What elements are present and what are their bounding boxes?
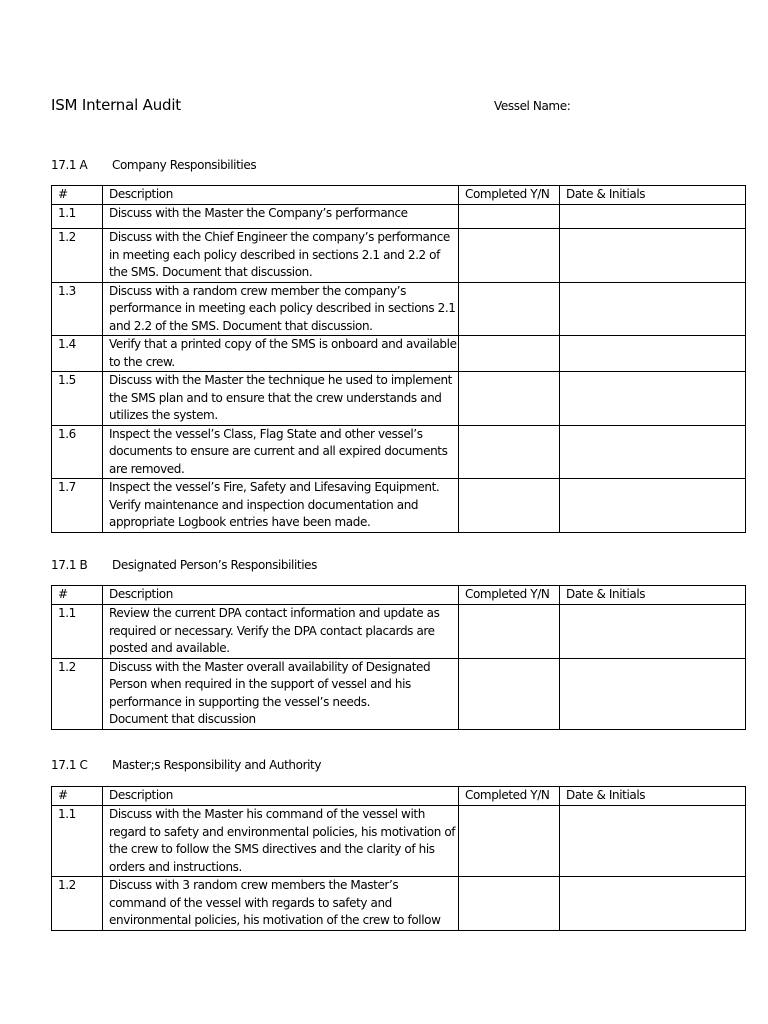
table-row (52, 229, 746, 283)
audit-table (51, 185, 746, 533)
section-number: 17.1 A (51, 158, 88, 172)
row-description: Discuss with the Master overall availability of Designated Person when required in the support of vessel and his performance in supporting the vessel’s needs. Document that discussion (103, 658, 459, 729)
audit-table (51, 585, 746, 730)
date-initials-cell[interactable] (560, 425, 746, 479)
header-date-initials: Date & Initials (560, 186, 746, 205)
section-number: 17.1 B (51, 558, 88, 572)
section-heading (51, 758, 745, 778)
completed-cell[interactable] (459, 229, 560, 283)
completed-cell[interactable] (459, 658, 560, 729)
completed-cell[interactable] (459, 479, 560, 533)
row-description: Inspect the vessel’s Class, Flag State and other vessel’s documents to ensure are current and all expired documents are removed. (103, 425, 459, 479)
row-description: Verify that a printed copy of the SMS is onboard and available to the crew. (103, 336, 459, 372)
row-description: Discuss with the Master the Company’s performance (103, 205, 459, 229)
section-heading (51, 558, 745, 578)
table-header-row (52, 186, 746, 205)
completed-cell[interactable] (459, 282, 560, 336)
vessel-name-label: Vessel Name: (494, 99, 571, 113)
audit-table (51, 786, 746, 931)
date-initials-cell[interactable] (560, 877, 746, 931)
section-number: 17.1 C (51, 758, 88, 772)
section-a (51, 158, 745, 529)
date-initials-cell[interactable] (560, 479, 746, 533)
completed-cell[interactable] (459, 425, 560, 479)
row-number: 1.2 (52, 877, 103, 931)
row-description: Review the current DPA contact information and update as required or necessary. Verify the DPA contact placards are posted and available. (103, 605, 459, 659)
header-description: Description (103, 586, 459, 605)
row-number: 1.4 (52, 336, 103, 372)
table-row (52, 877, 746, 931)
table-row (52, 425, 746, 479)
table-header-row (52, 787, 746, 806)
document-title: ISM Internal Audit (51, 96, 181, 114)
table-row (52, 605, 746, 659)
row-description: Discuss with 3 random crew members the Master’s command of the vessel with regards to safety and environmental policies, his motivation of the crew to follow (103, 877, 459, 931)
date-initials-cell[interactable] (560, 282, 746, 336)
section-c (51, 758, 745, 927)
table-row (52, 479, 746, 533)
header-num: # (52, 186, 103, 205)
header-date-initials: Date & Initials (560, 586, 746, 605)
completed-cell[interactable] (459, 336, 560, 372)
header-description: Description (103, 787, 459, 806)
completed-cell[interactable] (459, 372, 560, 426)
row-description: Inspect the vessel’s Fire, Safety and Lifesaving Equipment. Verify maintenance and inspection documentation and appropriate Logbook entries have been made. (103, 479, 459, 533)
table-row (52, 282, 746, 336)
date-initials-cell[interactable] (560, 806, 746, 877)
header-completed: Completed Y/N (459, 787, 560, 806)
header-completed: Completed Y/N (459, 186, 560, 205)
table-row (52, 372, 746, 426)
section-title: Designated Person’s Responsibilities (112, 558, 317, 572)
section-title: Master;s Responsibility and Authority (112, 758, 322, 772)
completed-cell[interactable] (459, 877, 560, 931)
section-title: Company Responsibilities (112, 158, 257, 172)
date-initials-cell[interactable] (560, 336, 746, 372)
date-initials-cell[interactable] (560, 229, 746, 283)
header-completed: Completed Y/N (459, 586, 560, 605)
row-description: Discuss with the Master the technique he used to implement the SMS plan and to ensure that the crew understands and utilizes the system. (103, 372, 459, 426)
row-description: Discuss with the Chief Engineer the company’s performance in meeting each policy described in sections 2.1 and 2.2 of the SMS. Document that discussion. (103, 229, 459, 283)
table-row (52, 658, 746, 729)
row-description: Discuss with the Master his command of the vessel with regard to safety and environmental policies, his motivation of the crew to follow the SMS directives and the clarity of his orders and instructions. (103, 806, 459, 877)
row-number: 1.3 (52, 282, 103, 336)
row-number: 1.6 (52, 425, 103, 479)
row-number: 1.1 (52, 605, 103, 659)
completed-cell[interactable] (459, 605, 560, 659)
date-initials-cell[interactable] (560, 372, 746, 426)
section-b (51, 558, 745, 726)
table-header-row (52, 586, 746, 605)
table-row (52, 806, 746, 877)
date-initials-cell[interactable] (560, 205, 746, 229)
header-date-initials: Date & Initials (560, 787, 746, 806)
date-initials-cell[interactable] (560, 605, 746, 659)
table-row (52, 336, 746, 372)
date-initials-cell[interactable] (560, 658, 746, 729)
row-description: Discuss with a random crew member the company’s performance in meeting each policy described in sections 2.1 and 2.2 of the SMS. Document that discussion. (103, 282, 459, 336)
row-number: 1.1 (52, 205, 103, 229)
row-number: 1.2 (52, 229, 103, 283)
header-num: # (52, 787, 103, 806)
header-description: Description (103, 186, 459, 205)
completed-cell[interactable] (459, 205, 560, 229)
completed-cell[interactable] (459, 806, 560, 877)
row-number: 1.5 (52, 372, 103, 426)
row-number: 1.7 (52, 479, 103, 533)
row-number: 1.2 (52, 658, 103, 729)
section-heading (51, 158, 745, 178)
header-num: # (52, 586, 103, 605)
table-row (52, 205, 746, 229)
row-number: 1.1 (52, 806, 103, 877)
